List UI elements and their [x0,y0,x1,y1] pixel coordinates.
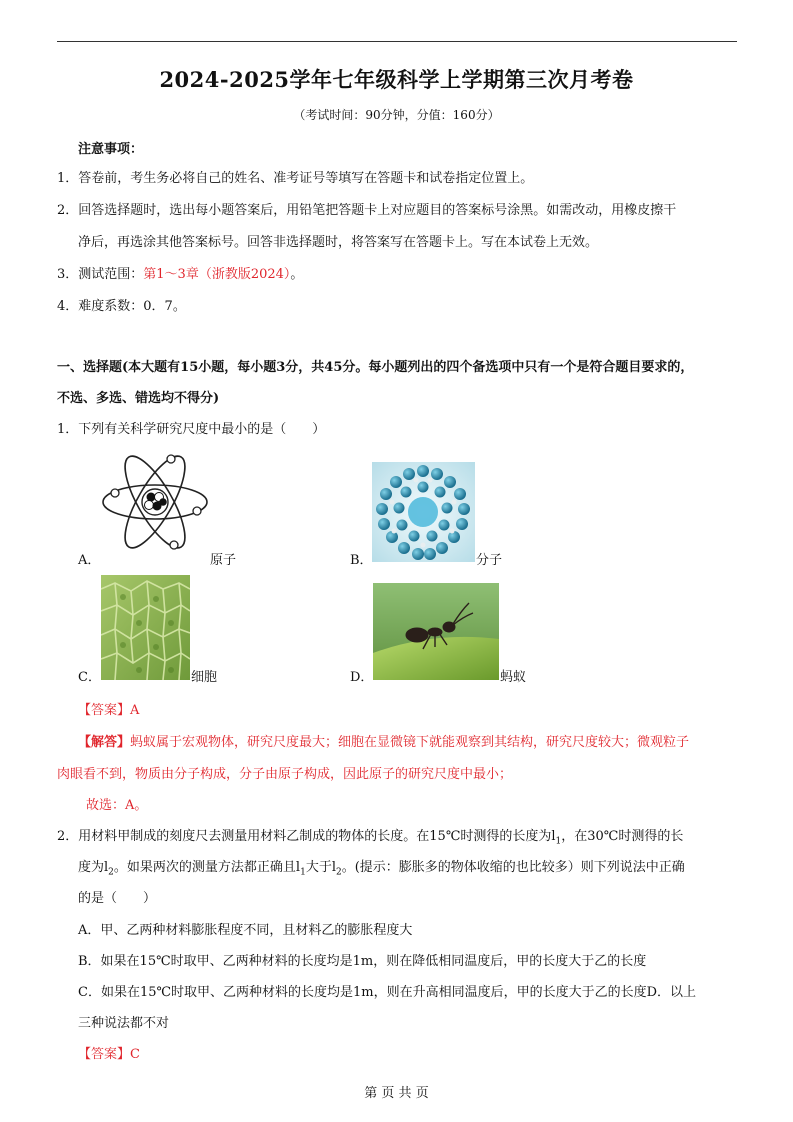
q1-option-a-label: 原子 [210,553,237,568]
q2-sub-4: 2 [335,867,342,878]
note-item-2-cont: 净后，再选涂其他答案标号。回答非选择题时，将答案写在答题卡上。写在本试卷上无效。 [78,235,599,250]
q2-sub-3: 1 [300,867,306,878]
notes-heading: 注意事项： [78,142,144,157]
section-heading-cont: 不选、多选、错选均不得分) [57,391,220,406]
q2-option-b: B．如果在15℃时取甲、乙两种材料的长度均是1m，则在降低相同温度后，甲的长度大于乙的长度 [78,954,647,969]
analysis-tag: 【解答】 [78,735,131,750]
q2-stem-line3: 的是（ ） [78,891,157,906]
q1-option-c-label: 细胞 [191,670,218,685]
q2-sub-1: 1 [555,836,562,847]
page-footer: 第 页 共 页 [364,1086,429,1101]
q1-option-b: B． [350,553,373,568]
page-title: 2024-2025学年七年级科学上学期第三次月考卷 [159,67,634,92]
q2-line2-c: 大于l [305,860,336,875]
atom-image [101,445,209,560]
ant-image [373,583,499,680]
q2-stem [57,825,683,847]
q2-option-c: C．如果在15℃时取甲、乙两种材料的长度均是1m，则在升高相同温度后，甲的长度大于乙的长度D．以上 [78,985,697,1000]
q2-sub-2: 2 [108,867,114,878]
analysis-text: 蚂蚁属于宏观物体，研究尺度最大；细胞在显微镜下就能观察到其结构，研究尺度较大；微观粒子 [130,735,690,750]
header-rule [57,41,737,42]
note-item-2: 2．回答选择题时，选出每小题答案后，用铅笔把答题卡上对应题目的答案标号涂黑。如需改动，用橡皮擦干 [57,203,677,218]
q1-option-d: D． [350,670,374,685]
q1-analysis [78,731,689,750]
molecule-image [372,462,475,562]
q1-option-a: A． [78,553,101,568]
q2-stem-line2 [78,856,685,878]
q2-line2-d: 。(提示：膨胀多的物体收缩的也比较多）则下列说法中正确 [341,860,685,875]
q1-option-b-label: 分子 [476,553,503,568]
section-heading: 一、选择题(本大题有15小题，每小题3分，共45分。每小题列出的四个备选项中只有一个是符合题目要求的， [57,360,694,375]
q2-answer: 【答案】C [78,1047,140,1062]
q1-option-d-label: 蚂蚁 [500,670,527,685]
q1-option-c: C． [78,670,101,685]
q2-option-c-cont: 三种说法都不对 [78,1016,170,1031]
q2-line2-a: 度为l [78,860,109,875]
exam-info: （考试时间：90分钟，分值：160分） [293,108,500,122]
q1-answer: 【答案】A [78,703,140,718]
q2-stem-a: 2．用材料甲制成的刻度尺去测量用材料乙制成的物体的长度。在15℃时测得的长度为l [57,829,556,844]
q1-stem: 1．下列有关科学研究尺度中最小的是（ ） [57,422,326,437]
q2-option-a: A．甲、乙两种材料膨胀程度不同，且材料乙的膨胀程度大 [78,923,413,938]
cell-image [101,575,190,680]
note-item-4: 4．难度系数：0．7。 [57,299,186,314]
q2-stem-b: ，在30℃时测得的长 [561,829,684,844]
note-item-3-suffix: 。 [290,267,304,282]
test-range: 第1～3章（浙教版2024） [143,267,291,282]
note-item-3 [57,263,303,282]
q2-line2-b: 。如果两次的测量方法都正确且l [113,860,301,875]
q1-analysis-cont: 肉眼看不到，物质由分子构成，分子由原子构成，因此原子的研究尺度中最小； [57,767,513,782]
note-item-3-prefix: 3．测试范围： [57,267,144,282]
note-item-1: 1．答卷前，考生务必将自己的姓名、准考证号等填写在答题卡和试卷指定位置上。 [57,171,534,186]
q1-conclusion: 故选：A。 [86,798,148,813]
